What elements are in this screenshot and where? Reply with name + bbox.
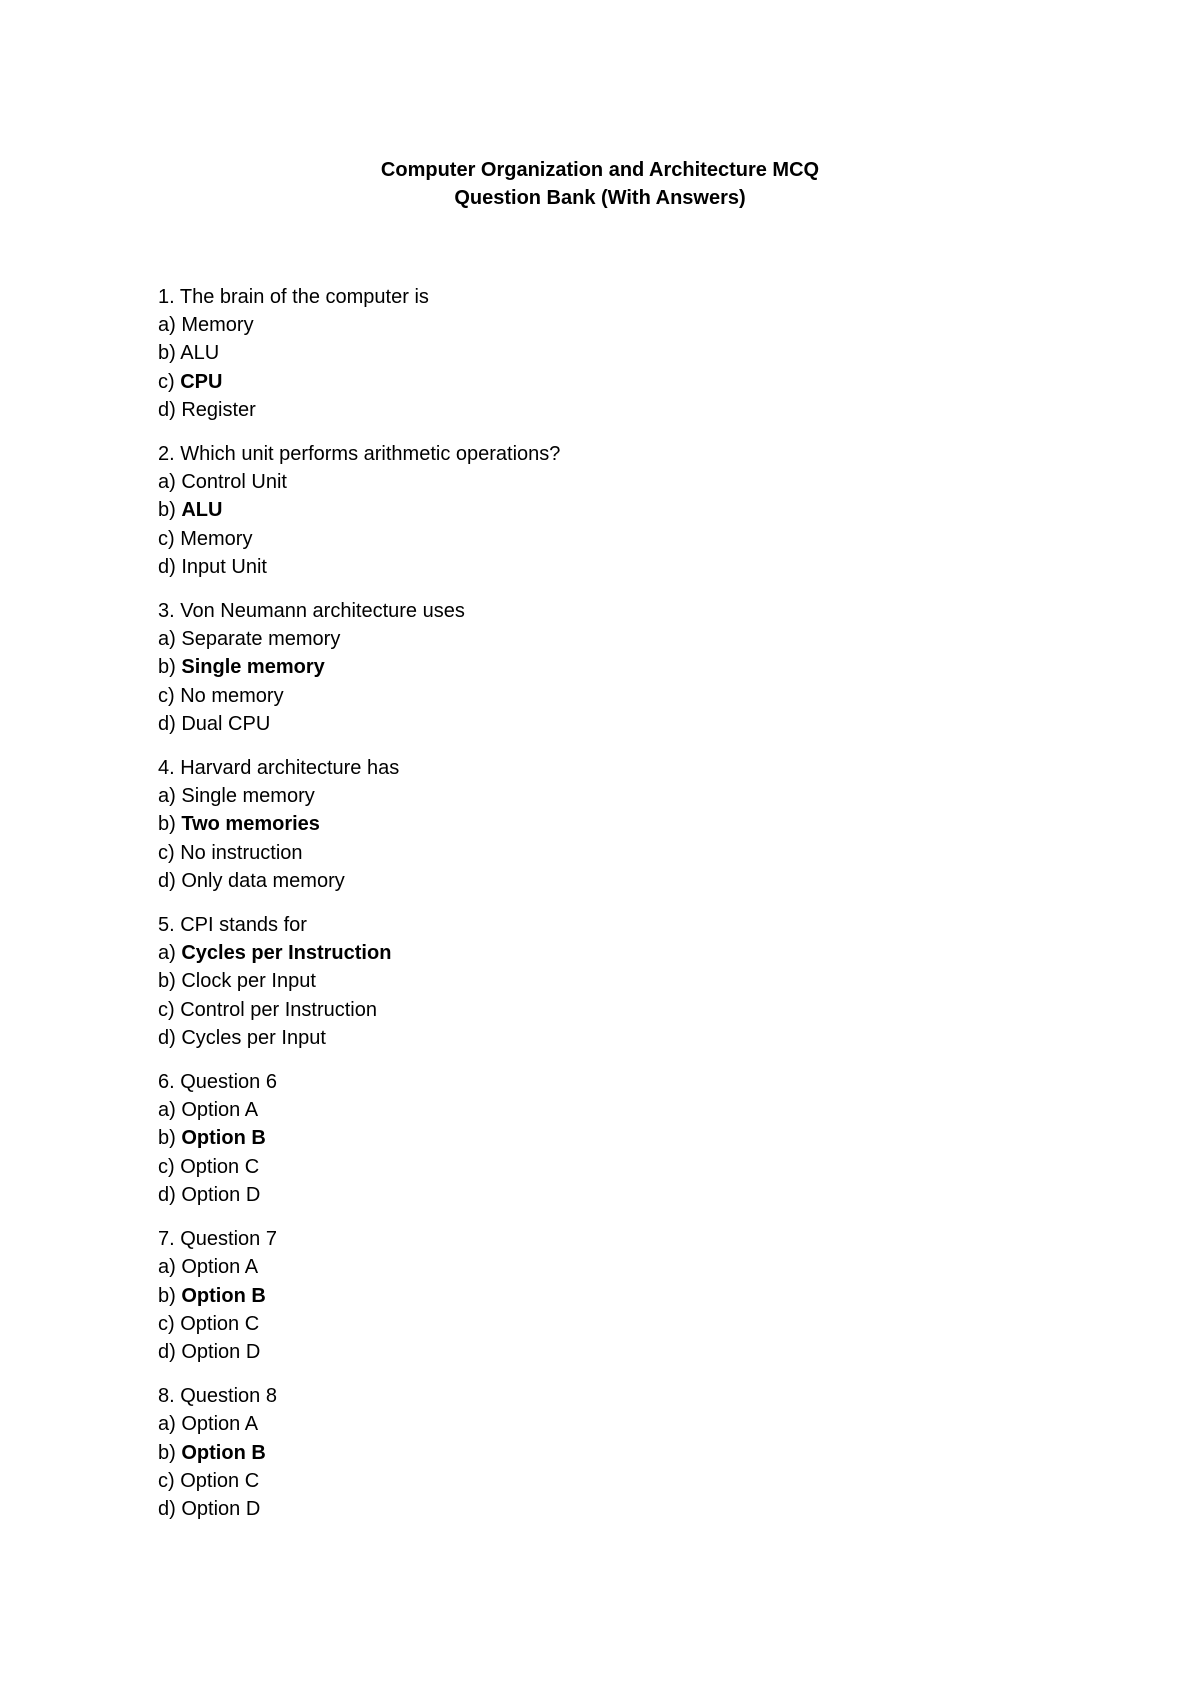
option-letter: b) [158, 1441, 176, 1464]
answer-option [158, 1124, 1058, 1152]
option-letter: b) [158, 656, 176, 679]
question-stem: 8. Question 8 [158, 1385, 277, 1408]
option-text: Memory [180, 527, 253, 550]
option-letter: b) [158, 499, 176, 522]
correct-option-text: CPU [180, 370, 223, 393]
option-letter: b) [158, 1284, 176, 1307]
correct-option-text: Single memory [181, 656, 325, 679]
answer-option [158, 468, 1058, 496]
option-letter: d) [158, 555, 176, 578]
answer-option [158, 1024, 1058, 1052]
option-letter: d) [158, 1026, 176, 1049]
option-text: Memory [181, 314, 254, 337]
option-letter: a) [158, 628, 176, 651]
option-letter: a) [158, 785, 176, 808]
question-list [158, 283, 1058, 1539]
answer-option [158, 396, 1058, 424]
answer-option [158, 710, 1058, 738]
option-letter: c) [158, 684, 175, 707]
option-letter: c) [158, 1155, 175, 1178]
correct-option-text: Option B [181, 1441, 266, 1464]
correct-option-text: Option B [181, 1127, 266, 1150]
answer-option [158, 553, 1058, 581]
option-text: Single memory [181, 785, 315, 808]
answer-option [158, 339, 1058, 367]
answer-option [158, 653, 1058, 681]
option-letter: b) [158, 342, 176, 365]
correct-option-text: ALU [181, 499, 223, 522]
answer-option [158, 1338, 1058, 1366]
correct-option-text: Two memories [181, 813, 320, 836]
option-letter: d) [158, 712, 176, 735]
option-letter: a) [158, 1099, 176, 1122]
option-letter: a) [158, 942, 176, 965]
option-text: Control per Instruction [180, 998, 377, 1021]
answer-option [158, 839, 1058, 867]
option-letter: d) [158, 1183, 176, 1206]
option-text: Cycles per Input [181, 1026, 326, 1049]
option-text: Clock per Input [181, 970, 316, 993]
question-stem: 4. Harvard architecture has [158, 757, 400, 780]
option-letter: c) [158, 370, 175, 393]
answer-option [158, 782, 1058, 810]
question-stem: 7. Question 7 [158, 1228, 277, 1251]
answer-option [158, 1410, 1058, 1438]
answer-option [158, 996, 1058, 1024]
option-letter: c) [158, 1469, 175, 1492]
question-block [158, 597, 1058, 738]
option-text: Separate memory [181, 628, 341, 651]
question-stem: 2. Which unit performs arithmetic operations? [158, 443, 561, 466]
answer-option [158, 311, 1058, 339]
answer-option [158, 939, 1058, 967]
option-letter: b) [158, 1127, 176, 1150]
question-stem: 3. Von Neumann architecture uses [158, 600, 465, 623]
correct-option-text: Cycles per Instruction [181, 942, 392, 965]
question-block [158, 754, 1058, 895]
option-letter: c) [158, 841, 175, 864]
answer-option [158, 1310, 1058, 1338]
page-title [0, 156, 1200, 212]
option-letter: b) [158, 813, 176, 836]
answer-option [158, 867, 1058, 895]
option-text: Option C [180, 1469, 260, 1492]
answer-option [158, 496, 1058, 524]
question-block [158, 440, 1058, 581]
option-text: Option C [180, 1155, 260, 1178]
option-text: ALU [180, 342, 220, 365]
question-stem: 1. The brain of the computer is [158, 286, 429, 308]
option-letter: b) [158, 970, 176, 993]
option-text: Only data memory [181, 869, 345, 892]
option-letter: c) [158, 998, 175, 1021]
answer-option [158, 525, 1058, 553]
answer-option [158, 682, 1058, 710]
title-line-1: Computer Organization and Architecture MCQ [380, 159, 820, 181]
option-text: Option D [181, 1497, 261, 1520]
answer-option [158, 1253, 1058, 1281]
answer-option [158, 1096, 1058, 1124]
option-text: Option D [181, 1340, 261, 1363]
option-text: Control Unit [181, 471, 287, 494]
option-text: Register [181, 398, 256, 421]
option-letter: a) [158, 471, 176, 494]
option-letter: a) [158, 1256, 176, 1279]
question-stem: 5. CPI stands for [158, 914, 307, 937]
answer-option [158, 1467, 1058, 1495]
option-letter: d) [158, 869, 176, 892]
option-letter: a) [158, 1413, 176, 1436]
option-text: Dual CPU [181, 712, 271, 735]
option-text: Option D [181, 1183, 261, 1206]
question-stem: 6. Question 6 [158, 1071, 277, 1094]
title-line-2: Question Bank (With Answers) [454, 187, 746, 210]
question-block [158, 1225, 1058, 1366]
option-text: No memory [180, 684, 284, 707]
option-text: Option A [181, 1099, 259, 1122]
option-letter: d) [158, 1497, 176, 1520]
question-block [158, 911, 1058, 1052]
option-letter: c) [158, 1312, 175, 1335]
option-letter: c) [158, 527, 175, 550]
answer-option [158, 1282, 1058, 1310]
question-block [158, 283, 1058, 424]
answer-option [158, 1153, 1058, 1181]
answer-option [158, 1181, 1058, 1209]
option-letter: d) [158, 1340, 176, 1363]
option-text: No instruction [180, 841, 303, 864]
option-text: Input Unit [181, 555, 267, 578]
option-text: Option A [181, 1256, 259, 1279]
question-block [158, 1068, 1058, 1209]
option-letter: d) [158, 398, 176, 421]
answer-option [158, 368, 1058, 396]
correct-option-text: Option B [181, 1284, 266, 1307]
option-letter: a) [158, 314, 176, 337]
answer-option [158, 1439, 1058, 1467]
question-block [158, 1382, 1058, 1523]
answer-option [158, 967, 1058, 995]
option-text: Option A [181, 1413, 259, 1436]
answer-option [158, 810, 1058, 838]
option-text: Option C [180, 1312, 260, 1335]
answer-option [158, 1495, 1058, 1523]
answer-option [158, 625, 1058, 653]
